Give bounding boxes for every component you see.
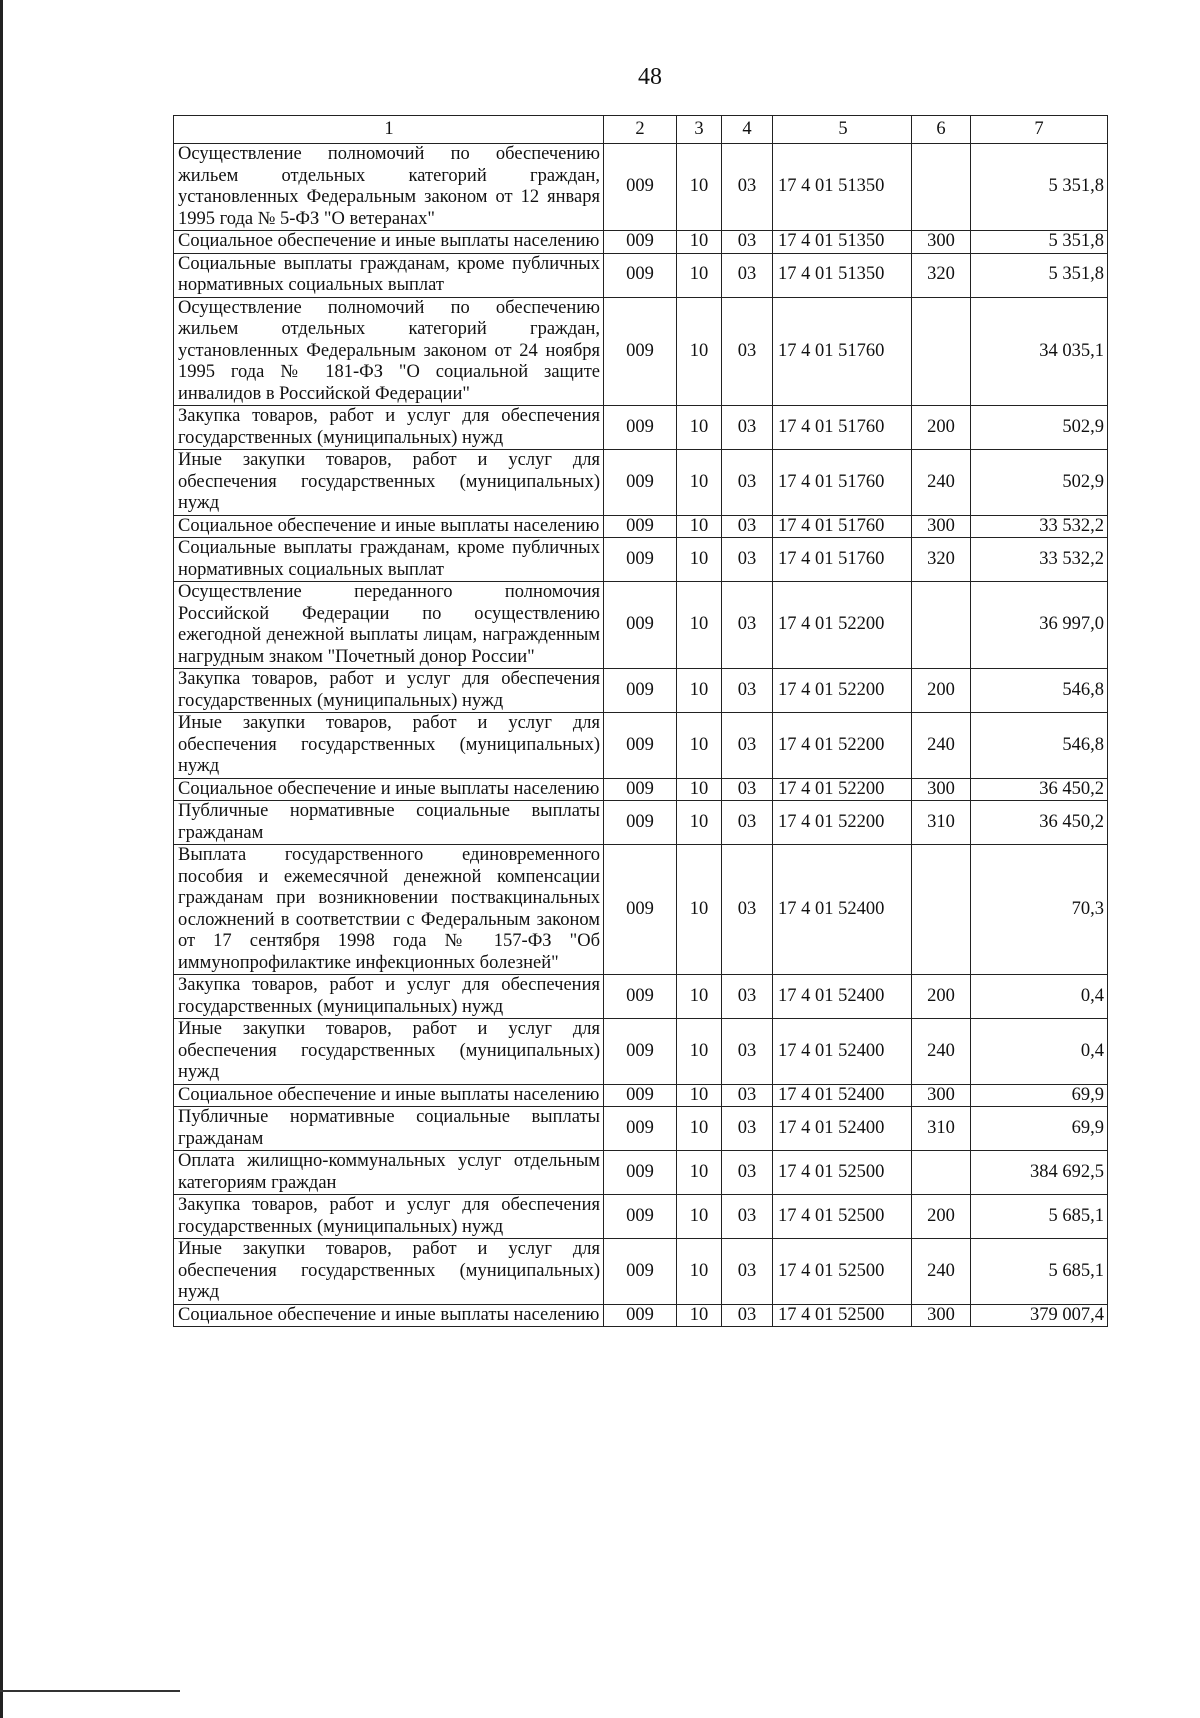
row-description-text: Публичные нормативные социальные выплаты гражданам bbox=[178, 1107, 600, 1149]
row-target-article: 17 4 01 51350 bbox=[773, 231, 912, 254]
row-description-text: Публичные нормативные социальные выплаты гражданам bbox=[178, 801, 600, 843]
row-expense-type bbox=[912, 1151, 971, 1195]
row-description bbox=[174, 1019, 604, 1085]
row-amount: 379 007,4 bbox=[971, 1304, 1108, 1327]
row-subsection-code: 03 bbox=[722, 1019, 773, 1085]
row-description-text: Оплата жилищно-коммунальных услуг отдельным категориям граждан bbox=[178, 1151, 600, 1193]
row-description-text: Иные закупки товаров, работ и услуг для обеспечения государственных (муниципальных) нужд bbox=[178, 450, 600, 513]
row-expense-type: 200 bbox=[912, 669, 971, 713]
row-description-text: Осуществление полномочий по обеспечению жильем отдельных категорий граждан, установленных Федеральным законом от 24 ноября 1995 года № 181-ФЗ "О социальной защите инвалидов в Российской Федерации" bbox=[178, 297, 600, 404]
table-row bbox=[174, 1019, 1108, 1085]
row-section-code: 10 bbox=[677, 1195, 722, 1239]
row-expense-type: 200 bbox=[912, 1195, 971, 1239]
table-row bbox=[174, 713, 1108, 779]
row-subsection-code: 03 bbox=[722, 669, 773, 713]
column-header: 6 bbox=[912, 116, 971, 144]
row-amount: 5 351,8 bbox=[971, 231, 1108, 254]
row-description bbox=[174, 1195, 604, 1239]
row-expense-type bbox=[912, 582, 971, 669]
row-subsection-code: 03 bbox=[722, 515, 773, 538]
row-subsection-code: 03 bbox=[722, 297, 773, 406]
table-row bbox=[174, 515, 1108, 538]
row-expense-type: 300 bbox=[912, 1304, 971, 1327]
row-subsection-code: 03 bbox=[722, 582, 773, 669]
row-description bbox=[174, 801, 604, 845]
page-number: 48 bbox=[638, 64, 662, 90]
row-expense-type: 320 bbox=[912, 253, 971, 297]
row-section-code: 10 bbox=[677, 1107, 722, 1151]
table-row bbox=[174, 297, 1108, 406]
row-description-text: Закупка товаров, работ и услуг для обеспечения государственных (муниципальных) нужд bbox=[178, 975, 600, 1017]
row-expense-type: 310 bbox=[912, 801, 971, 845]
row-amount: 36 997,0 bbox=[971, 582, 1108, 669]
row-subsection-code: 03 bbox=[722, 975, 773, 1019]
row-description bbox=[174, 975, 604, 1019]
row-target-article: 17 4 01 51760 bbox=[773, 406, 912, 450]
scan-edge-line-bottom bbox=[0, 1690, 180, 1692]
row-amount: 69,9 bbox=[971, 1107, 1108, 1151]
row-section-code: 10 bbox=[677, 845, 722, 975]
row-subsection-code: 03 bbox=[722, 778, 773, 801]
row-description-text: Выплата государственного единовременного пособия и ежемесячной денежной компенсации гражданам при возникновении поствакцинальных осложнений в соответствии с Федеральным законом от 17 сентября 1998 года № 157-ФЗ "Об иммунопрофилактике инфекционных болезней" bbox=[178, 845, 600, 973]
budget-table-body bbox=[174, 116, 1108, 1327]
column-header: 1 bbox=[174, 116, 604, 144]
row-section-code: 10 bbox=[677, 1304, 722, 1327]
row-description bbox=[174, 1107, 604, 1151]
row-description bbox=[174, 538, 604, 582]
row-description-text: Закупка товаров, работ и услуг для обеспечения государственных (муниципальных) нужд bbox=[178, 1195, 600, 1237]
row-amount: 34 035,1 bbox=[971, 297, 1108, 406]
budget-table bbox=[173, 115, 1108, 1327]
row-ministry-code: 009 bbox=[604, 778, 677, 801]
row-amount: 33 532,2 bbox=[971, 538, 1108, 582]
row-section-code: 10 bbox=[677, 1084, 722, 1107]
row-ministry-code: 009 bbox=[604, 538, 677, 582]
row-amount: 384 692,5 bbox=[971, 1151, 1108, 1195]
row-description bbox=[174, 253, 604, 297]
row-expense-type: 300 bbox=[912, 515, 971, 538]
row-target-article: 17 4 01 51760 bbox=[773, 538, 912, 582]
row-expense-type: 240 bbox=[912, 1019, 971, 1085]
row-amount: 36 450,2 bbox=[971, 801, 1108, 845]
row-expense-type: 300 bbox=[912, 778, 971, 801]
row-ministry-code: 009 bbox=[604, 845, 677, 975]
row-subsection-code: 03 bbox=[722, 845, 773, 975]
table-header-row bbox=[174, 116, 1108, 144]
row-target-article: 17 4 01 52500 bbox=[773, 1195, 912, 1239]
row-description bbox=[174, 845, 604, 975]
row-ministry-code: 009 bbox=[604, 406, 677, 450]
table-row bbox=[174, 669, 1108, 713]
row-expense-type: 240 bbox=[912, 450, 971, 516]
row-ministry-code: 009 bbox=[604, 801, 677, 845]
row-target-article: 17 4 01 52500 bbox=[773, 1304, 912, 1327]
row-description-text: Социальное обеспечение и иные выплаты населению bbox=[178, 1304, 600, 1325]
table-row bbox=[174, 538, 1108, 582]
row-section-code: 10 bbox=[677, 406, 722, 450]
column-header: 4 bbox=[722, 116, 773, 144]
row-section-code: 10 bbox=[677, 1019, 722, 1085]
table-row bbox=[174, 975, 1108, 1019]
row-section-code: 10 bbox=[677, 801, 722, 845]
row-description-text: Закупка товаров, работ и услуг для обеспечения государственных (муниципальных) нужд bbox=[178, 669, 600, 711]
row-amount: 502,9 bbox=[971, 406, 1108, 450]
row-description bbox=[174, 1151, 604, 1195]
row-subsection-code: 03 bbox=[722, 1151, 773, 1195]
row-target-article: 17 4 01 52200 bbox=[773, 778, 912, 801]
row-subsection-code: 03 bbox=[722, 1084, 773, 1107]
row-target-article: 17 4 01 52400 bbox=[773, 845, 912, 975]
row-ministry-code: 009 bbox=[604, 669, 677, 713]
row-amount: 546,8 bbox=[971, 669, 1108, 713]
row-section-code: 10 bbox=[677, 538, 722, 582]
row-description-text: Иные закупки товаров, работ и услуг для обеспечения государственных (муниципальных) нужд bbox=[178, 1019, 600, 1082]
row-amount: 5 351,8 bbox=[971, 253, 1108, 297]
table-row bbox=[174, 231, 1108, 254]
row-target-article: 17 4 01 52200 bbox=[773, 582, 912, 669]
row-target-article: 17 4 01 52400 bbox=[773, 975, 912, 1019]
row-description bbox=[174, 297, 604, 406]
row-description-text: Иные закупки товаров, работ и услуг для обеспечения государственных (муниципальных) нужд bbox=[178, 1239, 600, 1302]
row-subsection-code: 03 bbox=[722, 1195, 773, 1239]
row-description-text: Социальное обеспечение и иные выплаты населению bbox=[178, 231, 600, 251]
row-section-code: 10 bbox=[677, 1239, 722, 1305]
row-description bbox=[174, 406, 604, 450]
row-expense-type bbox=[912, 297, 971, 406]
row-description bbox=[174, 582, 604, 669]
column-header: 7 bbox=[971, 116, 1108, 144]
row-description bbox=[174, 1239, 604, 1305]
row-description bbox=[174, 713, 604, 779]
scan-edge-line bbox=[0, 0, 3, 1718]
row-expense-type: 240 bbox=[912, 713, 971, 779]
table-row bbox=[174, 253, 1108, 297]
row-section-code: 10 bbox=[677, 450, 722, 516]
row-section-code: 10 bbox=[677, 975, 722, 1019]
row-ministry-code: 009 bbox=[604, 144, 677, 231]
row-subsection-code: 03 bbox=[722, 1304, 773, 1327]
row-description-text: Социальное обеспечение и иные выплаты населению bbox=[178, 778, 600, 799]
row-description bbox=[174, 669, 604, 713]
row-ministry-code: 009 bbox=[604, 515, 677, 538]
row-expense-type: 240 bbox=[912, 1239, 971, 1305]
row-ministry-code: 009 bbox=[604, 1304, 677, 1327]
table-row bbox=[174, 1304, 1108, 1327]
row-section-code: 10 bbox=[677, 1151, 722, 1195]
row-section-code: 10 bbox=[677, 231, 722, 254]
row-subsection-code: 03 bbox=[722, 253, 773, 297]
row-amount: 5 351,8 bbox=[971, 144, 1108, 231]
row-subsection-code: 03 bbox=[722, 1239, 773, 1305]
column-header: 2 bbox=[604, 116, 677, 144]
row-expense-type: 300 bbox=[912, 1084, 971, 1107]
row-section-code: 10 bbox=[677, 669, 722, 713]
row-amount: 0,4 bbox=[971, 1019, 1108, 1085]
row-description bbox=[174, 1084, 604, 1107]
row-ministry-code: 009 bbox=[604, 253, 677, 297]
row-target-article: 17 4 01 52200 bbox=[773, 713, 912, 779]
row-target-article: 17 4 01 52400 bbox=[773, 1084, 912, 1107]
row-target-article: 17 4 01 51760 bbox=[773, 297, 912, 406]
table-row bbox=[174, 778, 1108, 801]
row-expense-type: 320 bbox=[912, 538, 971, 582]
row-description bbox=[174, 515, 604, 538]
row-amount: 546,8 bbox=[971, 713, 1108, 779]
row-ministry-code: 009 bbox=[604, 1239, 677, 1305]
table-row bbox=[174, 144, 1108, 231]
row-section-code: 10 bbox=[677, 144, 722, 231]
row-ministry-code: 009 bbox=[604, 582, 677, 669]
row-expense-type bbox=[912, 845, 971, 975]
table-row bbox=[174, 1084, 1108, 1107]
row-section-code: 10 bbox=[677, 778, 722, 801]
row-amount: 502,9 bbox=[971, 450, 1108, 516]
row-ministry-code: 009 bbox=[604, 975, 677, 1019]
row-subsection-code: 03 bbox=[722, 801, 773, 845]
column-header: 5 bbox=[773, 116, 912, 144]
table-row bbox=[174, 406, 1108, 450]
row-subsection-code: 03 bbox=[722, 1107, 773, 1151]
row-target-article: 17 4 01 51760 bbox=[773, 515, 912, 538]
table-row bbox=[174, 1195, 1108, 1239]
row-section-code: 10 bbox=[677, 253, 722, 297]
row-subsection-code: 03 bbox=[722, 538, 773, 582]
column-header: 3 bbox=[677, 116, 722, 144]
row-subsection-code: 03 bbox=[722, 450, 773, 516]
row-expense-type bbox=[912, 144, 971, 231]
row-description bbox=[174, 144, 604, 231]
row-description-text: Осуществление переданного полномочия Российской Федерации по осуществлению ежегодной денежной выплаты лицам, награжденным нагрудным знаком "Почетный донор России" bbox=[178, 582, 600, 667]
row-target-article: 17 4 01 52200 bbox=[773, 669, 912, 713]
table-row bbox=[174, 1151, 1108, 1195]
row-description-text: Закупка товаров, работ и услуг для обеспечения государственных (муниципальных) нужд bbox=[178, 406, 600, 448]
table-row bbox=[174, 1239, 1108, 1305]
row-description-text: Социальное обеспечение и иные выплаты населению bbox=[178, 515, 600, 536]
table-row bbox=[174, 801, 1108, 845]
row-ministry-code: 009 bbox=[604, 1084, 677, 1107]
row-subsection-code: 03 bbox=[722, 231, 773, 254]
table-row bbox=[174, 582, 1108, 669]
row-target-article: 17 4 01 51350 bbox=[773, 144, 912, 231]
row-amount: 5 685,1 bbox=[971, 1195, 1108, 1239]
row-target-article: 17 4 01 52400 bbox=[773, 1107, 912, 1151]
row-target-article: 17 4 01 52200 bbox=[773, 801, 912, 845]
row-description bbox=[174, 450, 604, 516]
row-target-article: 17 4 01 52400 bbox=[773, 1019, 912, 1085]
row-description-text: Осуществление полномочий по обеспечению жильем отдельных категорий граждан, установленных Федеральным законом от 12 января 1995 года № 5-ФЗ "О ветеранах" bbox=[178, 144, 600, 229]
row-section-code: 10 bbox=[677, 515, 722, 538]
row-description bbox=[174, 231, 604, 254]
row-expense-type: 310 bbox=[912, 1107, 971, 1151]
row-target-article: 17 4 01 51350 bbox=[773, 253, 912, 297]
row-expense-type: 200 bbox=[912, 975, 971, 1019]
row-ministry-code: 009 bbox=[604, 297, 677, 406]
row-description bbox=[174, 778, 604, 801]
table-row bbox=[174, 845, 1108, 975]
row-target-article: 17 4 01 51760 bbox=[773, 450, 912, 516]
row-description bbox=[174, 1304, 604, 1327]
row-description-text: Иные закупки товаров, работ и услуг для обеспечения государственных (муниципальных) нужд bbox=[178, 713, 600, 776]
row-target-article: 17 4 01 52500 bbox=[773, 1239, 912, 1305]
row-ministry-code: 009 bbox=[604, 1195, 677, 1239]
table-row bbox=[174, 1107, 1108, 1151]
table-row bbox=[174, 450, 1108, 516]
row-ministry-code: 009 bbox=[604, 713, 677, 779]
row-ministry-code: 009 bbox=[604, 450, 677, 516]
row-ministry-code: 009 bbox=[604, 1107, 677, 1151]
row-amount: 69,9 bbox=[971, 1084, 1108, 1107]
row-ministry-code: 009 bbox=[604, 231, 677, 254]
row-amount: 70,3 bbox=[971, 845, 1108, 975]
row-ministry-code: 009 bbox=[604, 1151, 677, 1195]
row-section-code: 10 bbox=[677, 713, 722, 779]
row-description-text: Социальные выплаты гражданам, кроме публичных нормативных социальных выплат bbox=[178, 253, 600, 295]
row-section-code: 10 bbox=[677, 582, 722, 669]
row-subsection-code: 03 bbox=[722, 144, 773, 231]
row-amount: 0,4 bbox=[971, 975, 1108, 1019]
row-section-code: 10 bbox=[677, 297, 722, 406]
row-expense-type: 300 bbox=[912, 231, 971, 254]
row-amount: 33 532,2 bbox=[971, 515, 1108, 538]
row-amount: 5 685,1 bbox=[971, 1239, 1108, 1305]
row-description-text: Социальное обеспечение и иные выплаты населению bbox=[178, 1084, 600, 1105]
row-subsection-code: 03 bbox=[722, 406, 773, 450]
row-description-text: Социальные выплаты гражданам, кроме публичных нормативных социальных выплат bbox=[178, 538, 600, 580]
row-ministry-code: 009 bbox=[604, 1019, 677, 1085]
row-expense-type: 200 bbox=[912, 406, 971, 450]
row-amount: 36 450,2 bbox=[971, 778, 1108, 801]
row-subsection-code: 03 bbox=[722, 713, 773, 779]
row-target-article: 17 4 01 52500 bbox=[773, 1151, 912, 1195]
